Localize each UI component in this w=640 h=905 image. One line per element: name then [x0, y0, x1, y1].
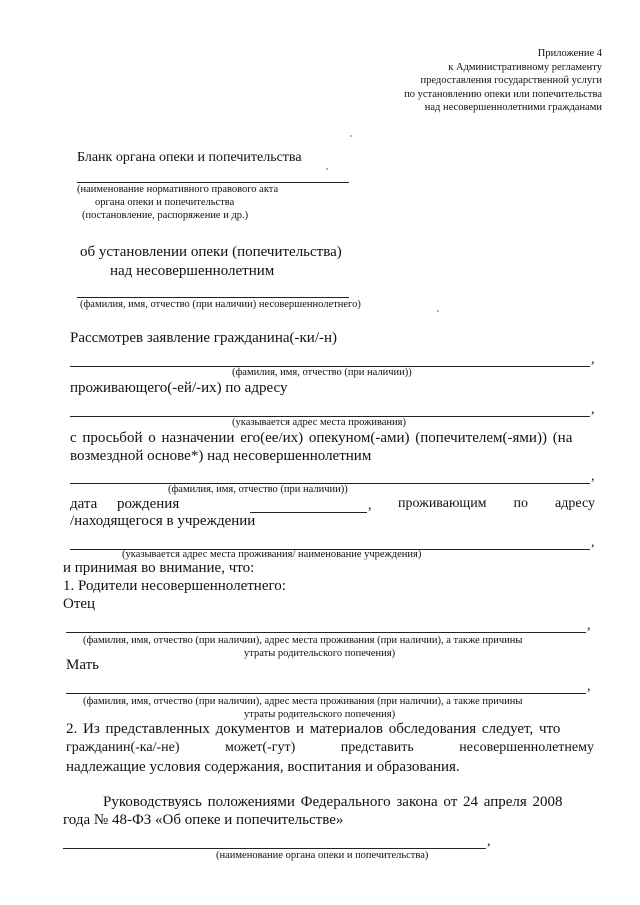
- guided-line-1: Руководствуясь положениями Федерального закона от 24 апреля 2008: [103, 794, 563, 810]
- institution-label: /находящегося в учреждении: [70, 513, 256, 529]
- annex-minors: над несовершеннолетними гражданами: [424, 102, 602, 113]
- annex-guardianship: по установлению опеки или попечительства: [404, 88, 602, 100]
- authority-line: [63, 848, 486, 849]
- father-caption-2: утраты родительского попечения): [244, 648, 396, 659]
- scan-speck: [326, 168, 328, 170]
- residing-label: проживающего(-ей/-их) по адресу: [70, 380, 288, 396]
- conclusion-word-4: несовершеннолетнему: [459, 740, 594, 755]
- mother-caption-1: (фамилия, имя, отчество (при наличии), адрес места проживания (при наличии), а также причины: [83, 696, 523, 707]
- mother-info-line: [66, 693, 586, 694]
- conclusion-word-1: гражданин(-ка/-не): [66, 740, 180, 755]
- act-caption-3: (постановление, распоряжение и др.): [82, 210, 249, 221]
- act-caption-2: органа опеки и попечительства: [95, 197, 235, 208]
- birth-comma: ,: [368, 498, 372, 513]
- birth-date-line: [250, 512, 367, 513]
- applicant-comma: ,: [591, 352, 595, 367]
- conclusion-line-3: надлежащие условия содержания, воспитания и образования.: [66, 759, 460, 775]
- minor-fio-line: [77, 297, 349, 298]
- applicant-fio-caption: (фамилия, имя, отчество (при наличии)): [232, 367, 412, 378]
- request-line-2: возмездной основе*) над несовершеннолетним: [70, 448, 372, 464]
- considering-label: и принимая во внимание, что:: [63, 560, 255, 576]
- annex-regulation: к Административному регламенту: [448, 61, 602, 73]
- residing-word-1: проживающим: [398, 496, 487, 511]
- father-caption-1: (фамилия, имя, отчество (при наличии), адрес места проживания (при наличии), а также причины: [83, 635, 523, 646]
- father-label: Отец: [63, 596, 96, 612]
- blank-title: Бланк органа опеки и попечительства: [77, 150, 302, 165]
- father-info-line: [66, 632, 586, 633]
- authority-caption: (наименование органа опеки и попечительства): [216, 850, 429, 861]
- scan-speck: [437, 310, 439, 312]
- subject-line-2: над несовершеннолетним: [110, 263, 275, 279]
- child-comma: ,: [591, 469, 595, 484]
- birth-label-date: дата: [70, 496, 98, 512]
- birth-label-birth: рождения: [117, 496, 180, 512]
- residing-word-2: по: [513, 496, 529, 511]
- minor-fio-caption: (фамилия, имя, отчество (при наличии) несовершеннолетнего): [80, 299, 361, 310]
- address-caption: (указывается адрес места проживания): [232, 417, 406, 428]
- father-comma: ,: [587, 618, 591, 633]
- act-name-line: [77, 182, 349, 183]
- authority-comma: ,: [487, 834, 491, 849]
- request-line-1: с просьбой о назначении его(ее/их) опекуном(-ами) (попечителем(-ями)) (на: [70, 430, 573, 446]
- annex-service: предоставления государственной услуги: [420, 75, 602, 86]
- conclusion-line-2: [66, 740, 594, 756]
- conclusion-word-3: представить: [340, 740, 414, 755]
- subject-line-1: об установлении опеки (попечительства): [80, 244, 342, 260]
- institution-comma: ,: [591, 535, 595, 550]
- mother-comma: ,: [587, 679, 591, 694]
- conclusion-word-2: может(-гут): [225, 740, 296, 755]
- address-comma: ,: [591, 402, 595, 417]
- institution-caption: (указывается адрес места проживания/ наименование учреждения): [122, 549, 422, 560]
- act-caption-1: (наименование нормативного правового акта: [77, 184, 279, 195]
- guided-line-2: года № 48-ФЗ «Об опеке и попечительстве»: [63, 812, 344, 828]
- conclusion-line-1: 2. Из представленных документов и материалов обследования следует, что: [66, 721, 561, 737]
- mother-caption-2: утраты родительского попечения): [244, 709, 396, 720]
- residing-word-3: адресу: [555, 496, 595, 511]
- parents-heading: 1. Родители несовершеннолетнего:: [63, 578, 286, 594]
- considered-label: Рассмотрев заявление гражданина(-ки/-н): [70, 330, 338, 346]
- annex-number: Приложение 4: [537, 48, 602, 59]
- child-fio-caption: (фамилия, имя, отчество (при наличии)): [168, 484, 348, 495]
- residing-words: [398, 496, 595, 512]
- annex-header: [404, 47, 602, 115]
- scan-speck: [350, 135, 352, 137]
- mother-label: Мать: [66, 657, 100, 673]
